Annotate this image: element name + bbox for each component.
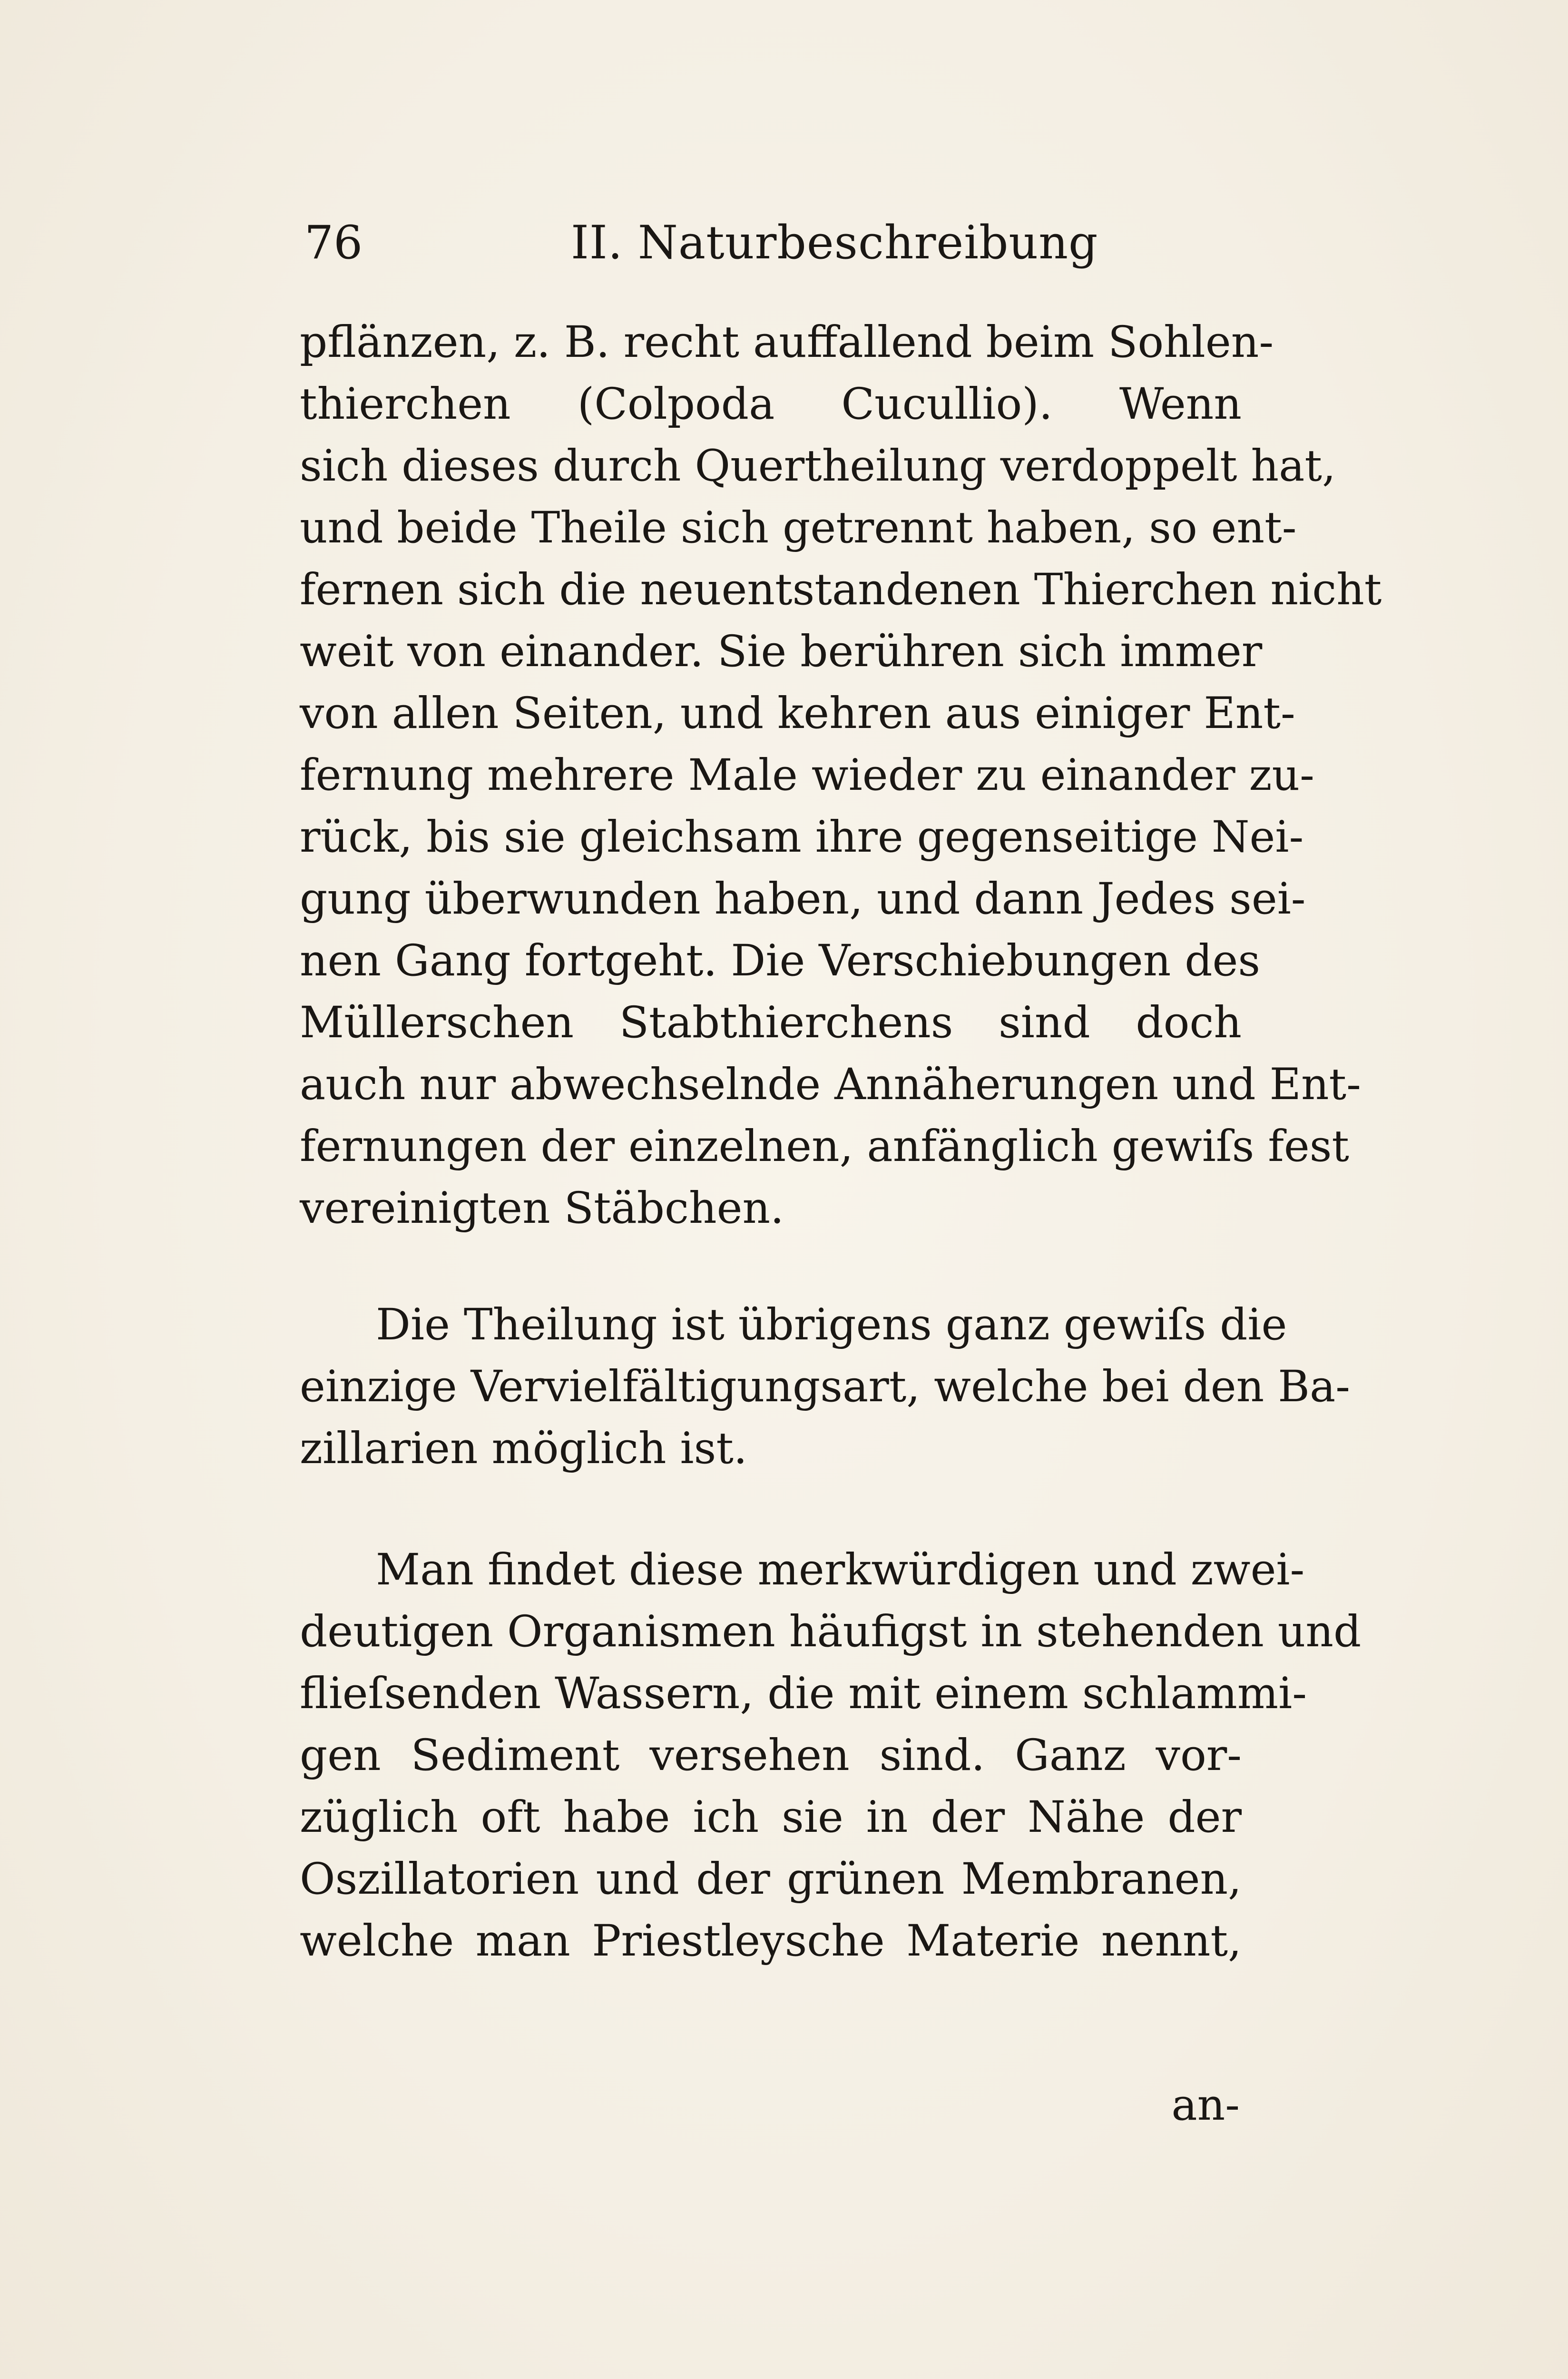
paragraph-1: [300, 312, 1382, 1239]
running-head: [304, 209, 1256, 276]
text-line: pflänzen, z. B. recht auffallend beim Sohlen-: [300, 317, 1274, 367]
page-number: 76: [304, 216, 363, 269]
paragraph-3: [300, 1539, 1362, 1972]
catchword: an-: [1171, 2080, 1240, 2130]
text-line: fernung mehrere Male wieder zu einander zu-: [300, 750, 1314, 800]
paragraph-2: [300, 1294, 1350, 1480]
text-line: auch nur abwechselnde Annäherungen und Ent-: [300, 1060, 1361, 1110]
text-line: thierchen (Colpoda Cucullio). Wenn: [300, 379, 1242, 429]
text-line: gung überwunden haben, und dann Jedes sei-: [300, 874, 1306, 924]
text-line: von allen Seiten, und kehren aus einiger Ent-: [300, 688, 1295, 738]
text-line: und beide Theile sich getrennt haben, so ent-: [300, 503, 1297, 553]
text-line: nen Gang fortgeht. Die Verschiebungen des: [300, 936, 1261, 986]
text-line: sich dieses durch Quertheilung verdoppelt hat,: [300, 441, 1336, 491]
chapter-title: II. Naturbeschreibung: [571, 216, 1098, 269]
text-line: einzige Vervielfältigungsart, welche bei den Ba-: [300, 1362, 1350, 1412]
text-line: weit von einander. Sie berühren sich immer: [300, 627, 1263, 677]
text-line: zillarien möglich ist.: [300, 1424, 747, 1474]
text-line: züglich oft habe ich sie in der Nähe der: [300, 1792, 1242, 1842]
text-line: rück, bis sie gleichsam ihre gegenseitige Nei-: [300, 812, 1304, 862]
text-line: deutigen Organismen häufigst in stehenden und: [300, 1607, 1362, 1657]
text-line: fernen sich die neuentstandenen Thierchen nicht: [300, 565, 1382, 615]
text-line: flieſsenden Wassern, die mit einem schlammi-: [300, 1669, 1307, 1719]
text-line: Man findet diese merkwürdigen und zwei-: [376, 1545, 1305, 1595]
text-line: gen Sediment versehen sind. Ganz vor-: [300, 1730, 1242, 1780]
text-line: fernungen der einzelnen, anfänglich gewiſs fest: [300, 1121, 1349, 1171]
text-line: Müllerschen Stabthierchens sind doch: [300, 998, 1242, 1048]
text-line: Die Theilung ist übrigens ganz gewiſs die: [376, 1300, 1287, 1350]
text-line: Oszillatorien und der grünen Membranen,: [300, 1854, 1242, 1904]
text-line: welche man Priestleysche Materie nennt,: [300, 1916, 1242, 1966]
text-line: vereinigten Stäbchen.: [300, 1183, 784, 1233]
